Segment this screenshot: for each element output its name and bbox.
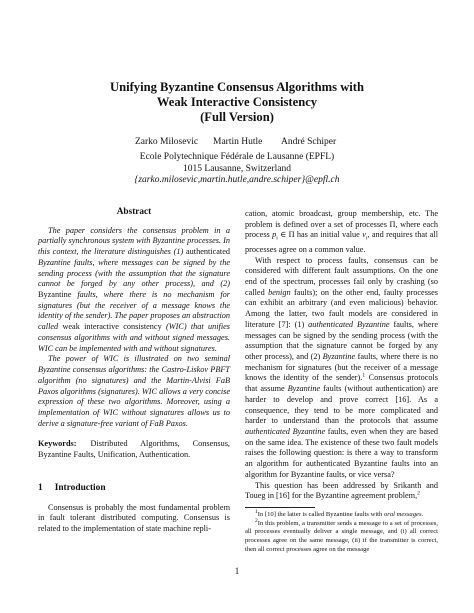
body-paragraph-1 [245,209,438,256]
body-text: faults, where messages can be signed by the sending process (with the assumption that the signature cannot be forged by any other process), and (2) [245,319,438,361]
math-subscript: i [365,236,368,243]
emphasis: authenticated Byzantine [245,427,326,437]
author-1: Zarko Milosevic [135,137,199,147]
affiliation [0,152,474,187]
author-emails: {zarko.milosevic,martin.hutle,andre.schiper}@epfl.ch [134,175,340,186]
abstract-text: (WIC) that unifies consensus algorithms with and without signed messages. WIC can be implemented with and without signatures. [38,322,230,353]
footnote-marker: 2 [417,490,420,497]
right-column [245,209,438,555]
abstract-heading: Abstract [116,207,152,217]
body-text: With respect to process faults, consensus can be considered with different fault assumptions. On the one end of the spectrum, processes fail only by crashing (so called [245,255,438,297]
abstract-term: Byzantine [38,290,72,300]
footnote-2 [245,517,438,555]
footnote-number: 1 [255,508,258,515]
abstract-term: authenticated [186,247,230,257]
section-number: 1 [38,482,43,493]
math-subscript: i [276,236,278,243]
abstract-text: Byzantine faults, where messages can be signed by the sending process (with the assumption that the signature cannot be forged by any other process), and (2) [38,257,230,289]
author-3: André Schiper [281,137,337,147]
body-text: faults, where there is no mechanism for signatures (but the receiver of a message knows the identity of the sender). [245,351,438,383]
body-text: ∈ Π has an initial value [277,230,363,240]
footnote-text: In this problem, a transmitter sends a message to a set of processes, all processes eventually deliver a single message, and (i) all correct processes agree on the same message, (ii) if the transmitter is correct, then all correct processes agree on the message [245,519,438,553]
body-text: faults); on the other end, faulty processes can exhibit an arbitrary (and even malicious) behavior. Among the latter, two fault models are considered in literature [7]: (1) [245,287,438,329]
keywords-text: Distributed Algorithms, Consensus, Byzantine Faults, Unification, Authentication. [38,439,230,460]
body-text: faults, even when they are based on the same idea. The existence of these two fault models raises the following question: is there a way to transform an algorithm for authenticated Byzantine faults into an algorithm for Byzantine faults, or vice versa? [245,427,438,479]
keywords [38,439,230,460]
body-paragraph-2 [245,256,438,481]
footnote-text: In [10] the latter is called Byzantine faults with [257,511,384,519]
emphasis: Byzantine [322,351,356,361]
author-2: Martin Hutle [213,137,263,147]
title-line-3: (Full Version) [200,110,274,125]
body-paragraph-3 [245,481,438,502]
title-line-1: Unifying Byzantine Consensus Algorithms with [109,80,364,94]
section-heading-introduction [38,483,230,494]
abstract-term: weak interactive consistency [62,322,162,332]
abstract-text: The paper considers the consensus problem in a partially synchronous system with Byzantine processes. In this context, the literature distinguishes (1) [38,225,230,257]
left-column [38,207,230,535]
footnote-1 [245,508,438,520]
section-title: Introduction [54,482,106,493]
affiliation-line-1: Ecole Polytechnique Fédérale de Lausanne (EPFL) [139,152,335,162]
intro-paragraph: Consensus is probably the most fundamental problem in fault tolerant distributed computing. Consensus is related to the implementation of state machine repli- [38,502,230,533]
body-text: faults (without authentication) are harder to develop and prove correct [16]. As a consequence, they tend to be more complicated and harder to understand than the protocols that assume [245,384,438,426]
page-number: 1 [234,566,240,576]
footnote-number: 2 [255,517,258,524]
math-symbol: v [362,230,366,240]
keywords-label: Keywords: [38,439,77,449]
paper-title [0,80,474,126]
title-line-2: Weak Interactive Consistency [156,95,318,110]
abstract-paragraph-2: The power of WIC is illustrated on two seminal Byzantine consensus algorithms: the Castro-Liskov PBFT algorithm (no signatures) and the Martin-Alvisi FaB Paxos algorithms (signatures). WIC allows a very concise expression of these two algorithms. Moreover, using a implementation of WIC without signatures allows us to derive a signature-free variant of FaB Paxos. [38,354,230,428]
footnote-text: . [421,511,424,519]
emphasis: authenticated Byzantine [308,319,390,329]
math-symbol: p [272,230,277,240]
emphasis: Byzantine [287,384,321,394]
footnote-marker: 1 [362,372,366,379]
abstract [38,226,230,430]
affiliation-line-2: 1015 Lausanne, Switzerland [183,163,291,174]
abstract-paragraph-1 [38,226,230,355]
body-text: cation, atomic broadcast, group membership, etc. The problem is defined over a set of processes Π, where each process [245,209,438,240]
emphasis: benign [268,287,291,297]
body-text: Consensus protocols that assume [245,373,439,394]
body-text: , and requires that all processes agree on a common value. [245,230,438,254]
footnote-emphasis: oral messages [383,511,422,519]
abstract-text: faults, where there is no mechanism for signatures (but the receiver of a message knows the identity of the sender). The paper proposes an abstraction called [38,290,230,332]
body-text: This question has been addressed by Srikanth and Toueg in [16] for the Byzantine agreement problem, [245,480,438,501]
